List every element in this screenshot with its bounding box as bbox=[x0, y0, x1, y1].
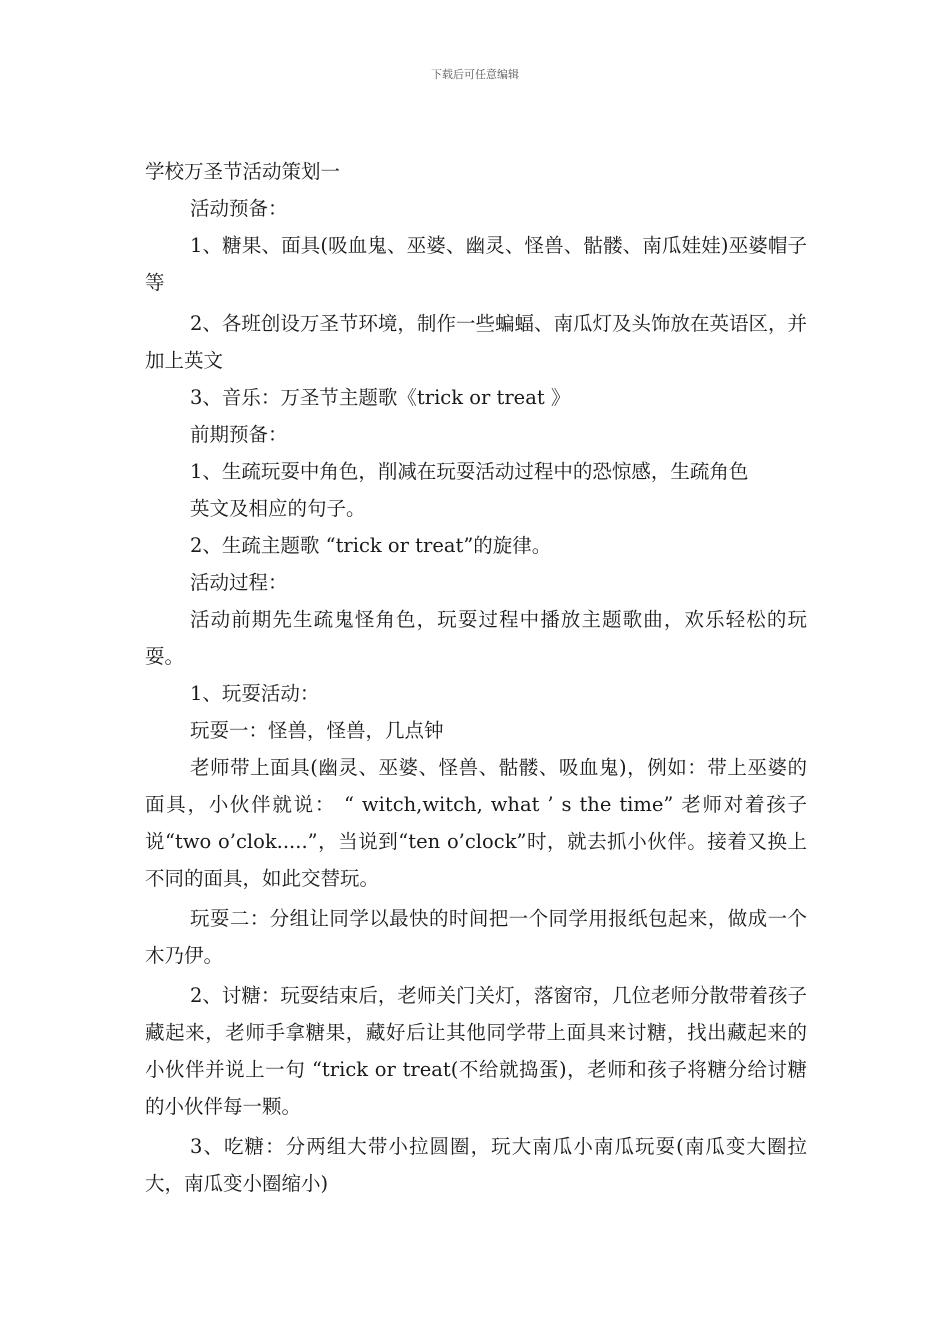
page-header-note: 下载后可任意编辑 bbox=[431, 68, 519, 81]
process-item-2-candy: 2、讨糖：玩耍结束后，老师关门关灯，落窗帘，几位老师分散带着孩子藏起来，老师手拿糖果，藏好后让其他同学带上面具来讨糖，找出藏起来的小伙伴并说上一句 “trick or treat(不给就捣蛋)，老师和孩子将糖分给讨糖的小伙伴每一颗。 bbox=[145, 984, 807, 1118]
document-title: 学校万圣节活动策划一 bbox=[145, 160, 341, 183]
process-intro: 活动前期先生疏鬼怪角色，玩耍过程中播放主题歌曲，欢乐轻松的玩耍。 bbox=[145, 608, 807, 668]
document-body bbox=[145, 153, 807, 1202]
game-2-description: 玩耍二：分组让同学以最快的时间把一个同学用报纸包起来，做成一个木乃伊。 bbox=[145, 907, 807, 967]
game-1-description: 老师带上面具(幽灵、巫婆、怪兽、骷髅、吸血鬼)，例如：带上巫婆的面具，小伙伴就说： “ witch,witch, what ’ s the time” 老师对着孩子说“two o’clok.....”，当说到“ten o’clock”时，就去抓小伙伴。接着又换上不同的面具，如此交替玩。 bbox=[145, 756, 807, 890]
process-item-3-eat-candy: 3、吃糖：分两组大带小拉圆圈，玩大南瓜小南瓜玩耍(南瓜变大圈拉大，南瓜变小圈缩小) bbox=[145, 1135, 807, 1195]
early-preparation-item-1: 1、生疏玩耍中角色，削减在玩耍活动过程中的恐惊感，生疏角色 bbox=[190, 460, 749, 483]
early-preparation-item-2: 2、生疏主题歌 “trick or treat”的旋律。 bbox=[190, 534, 552, 557]
process-item-1-heading: 1、玩耍活动： bbox=[190, 682, 320, 705]
section-heading-early-preparation: 前期预备： bbox=[190, 423, 288, 446]
game-1-title: 玩耍一：怪兽，怪兽，几点钟 bbox=[190, 719, 444, 742]
preparation-item-1: 1、糖果、面具(吸血鬼、巫婆、幽灵、怪兽、骷髅、南瓜娃娃)巫婆帽子等 bbox=[145, 234, 807, 294]
preparation-item-3: 3、音乐：万圣节主题歌《trick or treat 》 bbox=[190, 386, 571, 409]
preparation-item-2: 2、各班创设万圣节环境，制作一些蝙蝠、南瓜灯及头饰放在英语区，并加上英文 bbox=[145, 312, 807, 372]
early-preparation-item-1-continued: 英文及相应的句子。 bbox=[190, 497, 366, 520]
section-heading-preparation: 活动预备： bbox=[190, 197, 288, 220]
section-heading-process: 活动过程： bbox=[190, 571, 288, 594]
